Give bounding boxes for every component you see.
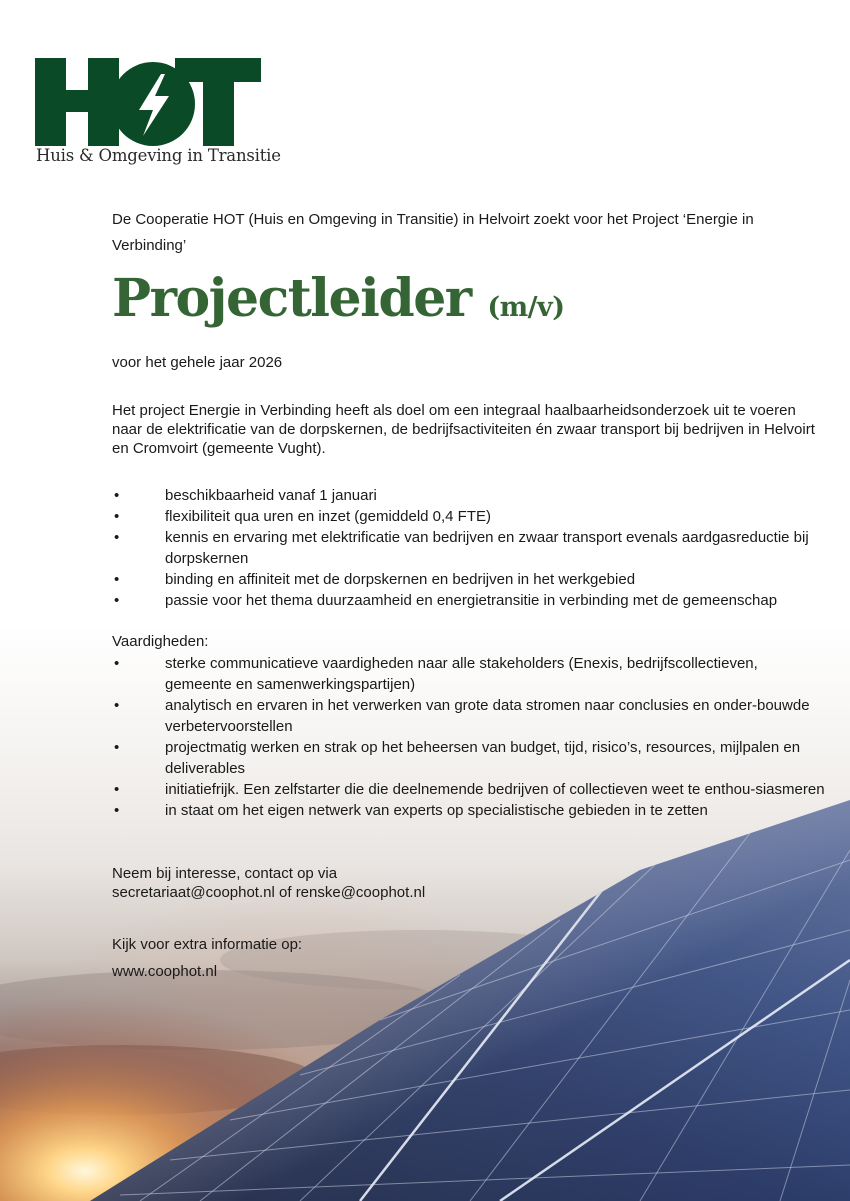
list-item: • binding en affiniteit met de dorpskernen en bedrijven in het werkgebied <box>114 571 636 588</box>
bullet-icon: • <box>114 592 120 609</box>
bullet-icon: • <box>114 655 120 672</box>
bullet-icon: • <box>114 487 120 504</box>
email-renske-link[interactable]: renske@coophot.nl <box>295 884 426 901</box>
list-item: • in staat om het eigen netwerk van experts op specialistische gebieden in te zetten <box>114 802 708 819</box>
list-item: • sterke communicatieve vaardigheden naar alle stakeholders (Enexis, bedrijfscollectieven, gemeente en samenwerkingspartijen) <box>114 655 758 693</box>
bullet-icon: • <box>114 739 120 756</box>
page-title <box>112 268 564 329</box>
skills-list <box>112 653 827 821</box>
list-item: • initiatiefrijk. Een zelfstarter die die deelnemende bedrijven of collectieven weet te enthou-siasmeren <box>114 781 825 798</box>
bullet-icon: • <box>114 802 120 819</box>
list-item: • beschikbaarheid vanaf 1 januari <box>114 487 377 504</box>
bullet-icon: • <box>114 508 120 525</box>
hot-logo-wordmark <box>35 56 261 148</box>
period-text: voor het gehele jaar 2026 <box>112 354 283 371</box>
bullet-icon: • <box>114 529 120 546</box>
logo-tagline: Huis & Omgeving in Transitie <box>36 146 281 165</box>
requirements-list <box>112 485 827 611</box>
contact-block <box>112 864 824 902</box>
project-description: Het project Energie in Verbinding heeft als doel om een integraal haalbaarheidsonderzoek uit te voeren naar de elektrificatie van de dorpskernen, de bedrijfsactiviteiten én zwaar transport bij bedrijven in Helvoirt en Cromvoirt (gemeente Vught). <box>112 402 815 457</box>
title-sub: (m/v) <box>487 292 565 323</box>
list-item: • flexibiliteit qua uren en inzet (gemiddeld 0,4 FTE) <box>114 508 492 525</box>
list-item: • projectmatig werken en strak op het beheersen van budget, tijd, risico’s, resources, mijlpalen en deliverables <box>114 739 801 777</box>
list-item: • analytisch en ervaren in het verwerken van grote data stromen naar conclusies en onder-bouwde verbetervoorstellen <box>114 697 810 735</box>
email-joiner: of <box>279 884 292 901</box>
contact-emails <box>112 883 824 902</box>
title-main: Projectleider <box>112 268 471 329</box>
skills-heading: Vaardigheden: <box>112 633 209 650</box>
intro-text: De Cooperatie HOT (Huis en Omgeving in Transitie) in Helvoirt zoekt voor het Project ‘Energie in Verbinding’ <box>112 211 754 254</box>
bullet-icon: • <box>114 697 120 714</box>
email-secretariaat-link[interactable]: secretariaat@coophot.nl <box>112 884 275 901</box>
list-item: • passie voor het thema duurzaamheid en energietransitie in verbinding met de gemeenschap <box>114 592 778 609</box>
hot-logo <box>35 56 281 171</box>
more-info-label: Kijk voor extra informatie op: <box>112 936 303 953</box>
contact-line: Neem bij interesse, contact op via <box>112 865 338 882</box>
bullet-icon: • <box>114 571 120 588</box>
list-item: • kennis en ervaring met elektrificatie van bedrijven en zwaar transport evenals aardgasreductie bij dorpskernen <box>114 529 809 567</box>
bullet-icon: • <box>114 781 120 798</box>
website-link[interactable]: www.coophot.nl <box>112 963 218 980</box>
